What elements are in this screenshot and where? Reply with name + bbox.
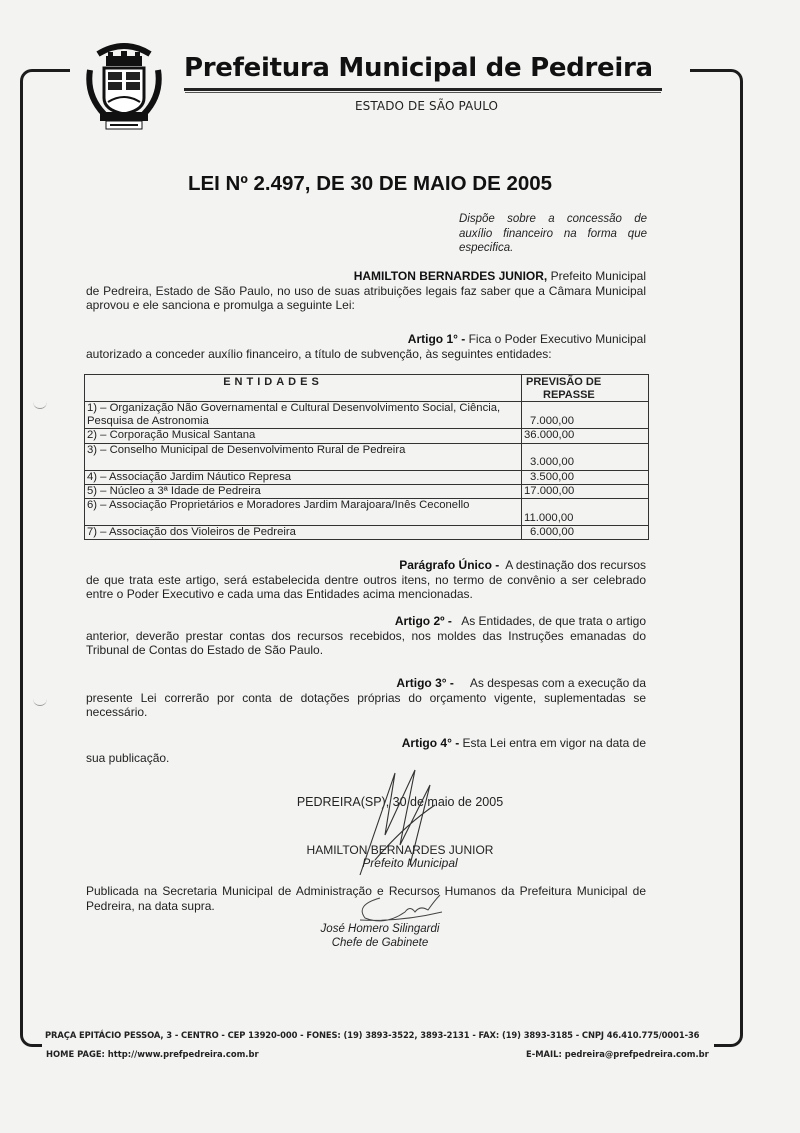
law-title: LEI Nº 2.497, DE 30 DE MAIO DE 2005 [187, 172, 553, 195]
artigo-1-body: autorizado a conceder auxílio financeiro, a título de subvenção, às seguintes entidades: [86, 346, 552, 361]
entidade-cell: 3) – Conselho Municipal de Desenvolvimento Rural de Pedreira [85, 443, 522, 470]
org-title: Prefeitura Municipal de Pedreira [184, 53, 653, 83]
mayor-signature-role: Prefeito Municipal [362, 856, 458, 870]
preamble-first-line: Prefeito Municipal [547, 269, 646, 283]
artigo-1-paragraph [86, 332, 646, 361]
entidade-cell: 4) – Associação Jardim Náutico Represa [85, 470, 522, 484]
entidade-cell: 2) – Corporação Musical Santana [85, 429, 522, 443]
mayor-signature-name: HAMILTON BERNARDES JUNIOR [306, 843, 494, 857]
valor-cell: 6.000,00 [522, 526, 649, 540]
table-row [85, 470, 649, 484]
footer-address: PRAÇA EPITÁCIO PESSOA, 3 - CENTRO - CEP 13920-000 - FONES: (19) 3893-3522, 3893-2131 - FAX: (19) 3893-3185 - CNPJ 46.410.775/0001-36 [45, 1030, 700, 1040]
law-ementa: Dispõe sobre a concessão de auxílio financeiro na forma que especifica. [459, 213, 647, 254]
table-row [85, 443, 649, 470]
previsao-line-1: PREVISÃO DE [526, 376, 602, 388]
artigo-3-label: Artigo 3° - [396, 676, 454, 690]
valor-cell: 3.000,00 [522, 443, 649, 470]
artigo-1-first-line: Fica o Poder Executivo Municipal [465, 332, 646, 346]
entidade-cell: 1) – Organização Não Governamental e Cultural Desenvolvimento Social, Ciência, Pesquisa de Astronomia [85, 402, 522, 429]
entidade-cell: 5) – Núcleo a 3ª Idade de Pedreira [85, 484, 522, 498]
table-header-row [85, 375, 649, 402]
footer-homepage: HOME PAGE: http://www.prefpedreira.com.br [46, 1049, 259, 1059]
previsao-line-2: REPASSE [543, 388, 595, 401]
table-row [85, 429, 649, 443]
artigo-3-body: presente Lei correrão por conta de dotações próprias do orçamento vigente, suplementadas se necessário. [86, 690, 646, 719]
table-row [85, 484, 649, 498]
footer-email: E-MAIL: pedreira@prefpedreira.com.br [526, 1049, 709, 1059]
artigo-2-body: anterior, deverão prestar contas dos recursos recebidos, nos moldes das Instruções emanadas do Tribunal de Contas do Estado de São Paulo. [86, 628, 646, 657]
paragrafo-unico [86, 558, 646, 602]
artigo-2-label: Artigo 2º - [394, 614, 452, 628]
place-date: PEDREIRA(SP), 30 de maio de 2005 [296, 795, 504, 809]
artigo-1-label: Artigo 1° - [407, 332, 466, 346]
paragrafo-unico-label: Parágrafo Único - [399, 558, 500, 572]
column-header-previsao [522, 375, 649, 402]
artigo-2-first-line: As Entidades, de que trata o artigo [451, 614, 646, 628]
page-frame-left [20, 69, 73, 1047]
mayor-name: HAMILTON BERNARDES JUNIOR, [353, 269, 548, 283]
valor-cell: 7.000,00 [522, 402, 649, 429]
artigo-4-paragraph [86, 736, 646, 765]
entidades-table [84, 374, 649, 540]
artigo-4-body: sua publicação. [86, 750, 170, 765]
artigo-4-first-line: Esta Lei entra em vigor na data de [459, 736, 646, 750]
valor-cell: 11.000,00 [522, 499, 649, 526]
artigo-4-label: Artigo 4° - [401, 736, 460, 750]
chefe-signature-name: José Homero Silingardi [320, 923, 440, 935]
column-header-entidades: ENTIDADES [85, 375, 522, 402]
artigo-3-paragraph [86, 676, 646, 720]
entidade-cell: 7) – Associação dos Violeiros de Pedreira [85, 526, 522, 540]
title-underline [184, 88, 662, 91]
paragrafo-unico-first-line: A destinação dos recursos [499, 558, 646, 572]
entidade-cell: 6) – Associação Proprietários e Moradores Jardim Marajoara/Inês Ceconello [85, 499, 522, 526]
table-row [85, 499, 649, 526]
table-row [85, 402, 649, 429]
preamble-paragraph [86, 269, 646, 313]
preamble-body: de Pedreira, Estado de São Paulo, no uso de suas atribuições legais faz saber que a Câmara Municipal aprovou e ele sanciona e promulga a seguinte Lei: [86, 283, 646, 312]
valor-cell: 3.500,00 [522, 470, 649, 484]
org-subtitle: ESTADO DE SÃO PAULO [355, 99, 499, 113]
municipal-crest-icon [84, 40, 164, 130]
publication-note: Publicada na Secretaria Municipal de Administração e Recursos Humanos da Prefeitura Municipal de Pedreira, na data supra. [86, 884, 646, 913]
page-frame-right [690, 69, 743, 1047]
table-row [85, 526, 649, 540]
artigo-2-paragraph [86, 614, 646, 658]
artigo-3-first-line: As despesas com a execução da [453, 676, 646, 690]
paragrafo-unico-body: de que trata este artigo, será estabelecida dentre outros itens, no termo de convênio a ser celebrado entre o Poder Executivo e cada uma das Entidades acima mencionadas. [86, 572, 646, 601]
chefe-signature-role: Chefe de Gabinete [331, 937, 429, 949]
valor-cell: 17.000,00 [522, 484, 649, 498]
valor-cell: 36.000,00 [522, 429, 649, 443]
